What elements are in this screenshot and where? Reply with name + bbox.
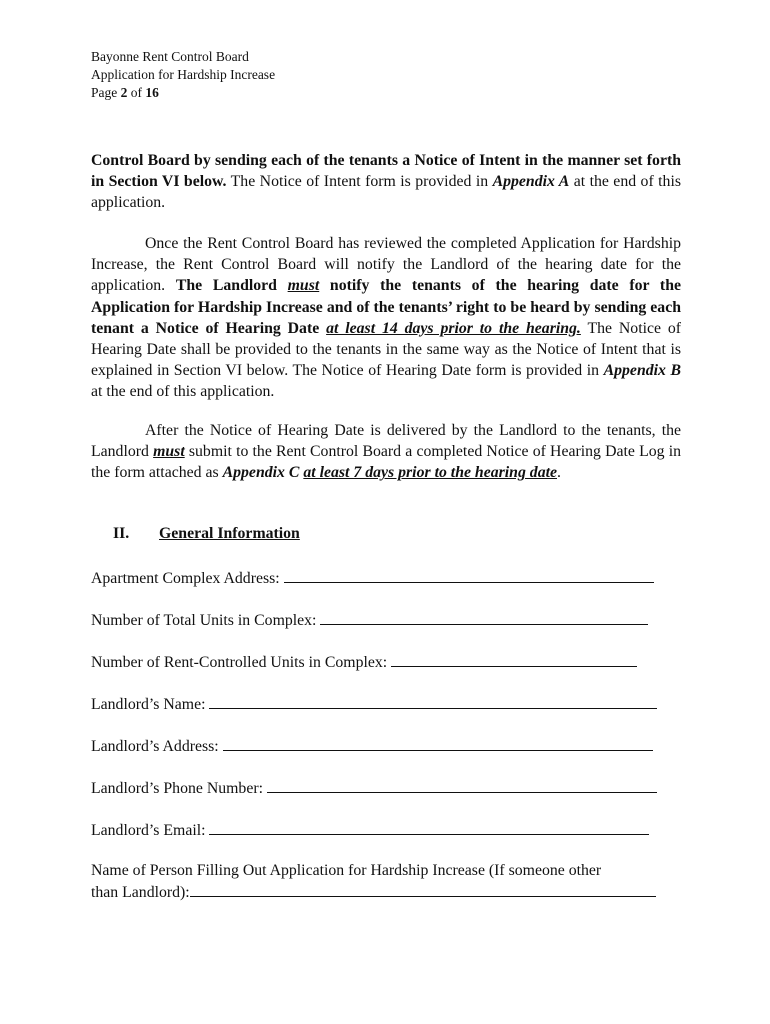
landlord-address-blank[interactable] (223, 735, 653, 751)
field-person-filling-out (91, 860, 656, 903)
field-rent-controlled-units (91, 651, 637, 673)
field-label: Name of Person Filling Out Application for Hardship Increase (If someone other (91, 862, 602, 879)
person-filling-out-blank[interactable] (190, 881, 656, 897)
landlord-phone-blank[interactable] (267, 777, 657, 793)
field-landlord-name (91, 693, 657, 715)
field-label: Landlord’s Name: (91, 696, 210, 713)
header-board-name: Bayonne Rent Control Board (91, 49, 249, 64)
landlord-name-blank[interactable] (209, 693, 657, 709)
field-landlord-phone (91, 777, 657, 799)
field-label: Landlord’s Phone Number: (91, 780, 267, 797)
field-total-units (91, 609, 648, 631)
paragraph-notice-of-intent: Control Board by sending each of the tenants a Notice of Intent in the manner set forth in Section VI below. The Notice of Intent form is provided in Appendix A at the end of this application. (91, 152, 681, 212)
field-label: Number of Total Units in Complex: (91, 612, 321, 629)
field-label-continued: than Landlord): (91, 884, 190, 901)
rent-controlled-units-blank[interactable] (391, 651, 637, 667)
apartment-address-blank[interactable] (284, 567, 654, 583)
page-header (91, 48, 275, 102)
paragraph-hearing-log: After the Notice of Hearing Date is delivered by the Landlord to the tenants, the Landlord must submit to the Rent Control Board a completed Notice of Hearing Date Log in the form attached as Appendix C at least 7 days prior to the hearing date. (91, 422, 681, 482)
section-number: II. (113, 525, 130, 542)
header-page-number: Page 2 of 16 (91, 85, 159, 100)
field-label: Apartment Complex Address: (91, 570, 284, 587)
total-units-blank[interactable] (320, 609, 648, 625)
header-document-title: Application for Hardship Increase (91, 67, 276, 82)
field-landlord-address (91, 735, 653, 757)
field-label: Landlord’s Email: (91, 822, 210, 839)
section-heading (113, 525, 300, 543)
field-landlord-email (91, 819, 649, 841)
field-label: Landlord’s Address: (91, 738, 223, 755)
landlord-email-blank[interactable] (209, 819, 649, 835)
paragraph-hearing-date: Once the Rent Control Board has reviewed the completed Application for Hardship Increase, the Rent Control Board will notify the Landlord of the hearing date for the application. The Landlord must notify the tenants of the hearing date for the Application for Hardship Increase and of the tenants’ right to be heard by sending each tenant a Notice of Hearing Date at least 14 days prior to the hearing. The Notice of Hearing Date shall be provided to the tenants in the same way as the Notice of Intent that is explained in Section VI below. The Notice of Hearing Date form is provided in Appendix B at the end of this application. (91, 235, 682, 401)
field-label: Number of Rent-Controlled Units in Complex: (91, 654, 392, 671)
section-title: General Information (159, 525, 300, 542)
field-apartment-address (91, 567, 654, 589)
